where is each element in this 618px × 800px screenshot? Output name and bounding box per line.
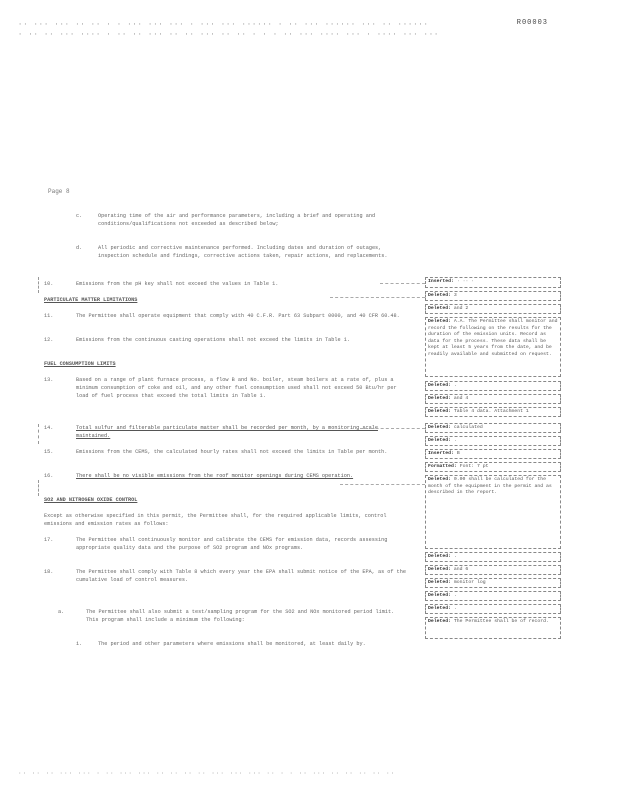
comment-label: Deleted:: [428, 580, 452, 585]
comment-text: A.A. The Permittee shall monitor and record the following on the results for the duration of the emission units. Record as data for the process. These data shall be kept at least 5 years from the date, and be readily available and submitted on request.: [428, 319, 558, 357]
comment-text: .: [453, 593, 457, 598]
item-text: The Permittee shall operate equipment that comply with 40 C.F.R. Part 63 Subpart 0000, and 40 CFR 60.48.: [76, 313, 400, 319]
comment-text: B: [456, 451, 460, 456]
item-number: 10.: [44, 281, 54, 287]
header-line-2: · ·· ·· ··· ···· · ·· ·· ··· ·· ·· ··· ·· ·· · · · ·· ··· ···· ··· · ···· ··· ···: [18, 31, 440, 39]
comment-label: Deleted:: [428, 396, 452, 401]
comment-label: Deleted:: [428, 606, 452, 611]
comment-text: .: [453, 383, 457, 388]
comment-text: .: [453, 606, 457, 611]
comment-label: Deleted:: [428, 477, 452, 482]
comment-label: Formatted:: [428, 464, 457, 469]
comment-balloon[interactable]: [425, 291, 561, 301]
comment-anchor-line: [330, 297, 425, 298]
comment-anchor-line: [360, 428, 425, 429]
change-bar: [38, 277, 39, 293]
item-text: The period and other parameters where emissions shall be monitored, at least daily by.: [98, 641, 366, 647]
comment-text: Table 4 data. Attachment 1: [453, 409, 529, 414]
page-footer: ·· ·· ·· ··· ··· · ·· ··· ··· ·· ·· ·· ·· ··· ··· ··· ·· · · ·· ··· ·· ·· ·· ·· ··: [18, 770, 396, 777]
comment-label: Deleted:: [428, 319, 452, 324]
comment-text: monitor log: [453, 580, 486, 585]
comment-label: Inserted:: [428, 451, 454, 456]
item-text: Emissions from the pH key shall not exceed the values in Table 1.: [76, 281, 279, 287]
page-number: Page 8: [48, 188, 70, 195]
comment-label: Deleted:: [428, 409, 452, 414]
comment-balloon[interactable]: [425, 552, 561, 562]
comment-balloon[interactable]: [425, 604, 561, 614]
item-number: 12.: [44, 337, 54, 343]
item-number: 14.: [44, 425, 54, 431]
comment-label: Deleted:: [428, 425, 452, 430]
item-text: Emissions from the continuous casting operations shall not exceed the limits in Table 1.: [76, 337, 350, 343]
item-number: c.: [76, 213, 83, 219]
comment-label: Inserted:: [428, 279, 454, 284]
item-text: The Permittee shall comply with Table 8 which every year the EPA shall submit notice of the EPA, as of the cumulative load of control measures.: [76, 569, 406, 583]
comment-balloon[interactable]: [425, 578, 561, 588]
intro-paragraph: Except as otherwise specified in this permit, the Permittee shall, for the required applicable limits, control emissions and emission rates as follows:: [44, 513, 387, 527]
comment-balloon[interactable]: [425, 277, 561, 288]
comment-text: and 2: [453, 306, 469, 311]
document-id: R00003: [516, 19, 548, 27]
item-number: d.: [76, 245, 83, 251]
item-text: The Permittee shall continuously monitor and calibrate the CEMS for emission data, records assessing appropriate quality data and the purpose of SO2 program and NOx programs.: [76, 537, 388, 551]
comment-label: Deleted:: [428, 438, 452, 443]
section-heading: FUEL CONSUMPTION LIMITS: [44, 361, 116, 367]
page-header: [18, 20, 598, 40]
comment-balloon[interactable]: [425, 565, 561, 575]
section-heading: PARTICULATE MATTER LIMITATIONS: [44, 297, 138, 303]
item-number: 17.: [44, 537, 54, 543]
item-text: All periodic and corrective maintenance performed. Including dates and duration of outages, inspection schedule and findings, corrective actions taken, repair actions, and replacements.: [98, 245, 388, 259]
comment-text: The Permittee shall be of record.: [453, 619, 549, 624]
comment-label: Deleted:: [428, 593, 452, 598]
comment-balloon[interactable]: [425, 475, 561, 549]
item-number: 11.: [44, 313, 54, 319]
item-number: 15.: [44, 449, 54, 455]
comment-label: Deleted:: [428, 306, 452, 311]
item-text: The Permittee shall also submit a test/sampling program for the SO2 and NOx monitored period limit. This program shall include a minimum the following:: [86, 609, 395, 623]
comment-text: and 4: [453, 396, 469, 401]
change-bar: [38, 424, 39, 444]
comment-balloon[interactable]: [425, 591, 561, 601]
item-number: 18.: [44, 569, 54, 575]
comment-label: Deleted:: [428, 619, 452, 624]
item-number: 16.: [44, 473, 54, 479]
comment-text: Font: 7 pt: [459, 464, 489, 469]
comment-label: Deleted:: [428, 383, 452, 388]
comment-text: calculated: [453, 425, 483, 430]
item-text: Emissions from the CEMS, the calculated hourly rates shall not exceed the limits in Table per month.: [76, 449, 388, 455]
header-line-1: ·· ··· ··· ·· ·· · · ··· ··· ··· · ··· ··· ······ · ·· ··· ······ ··· ·· ······: [18, 21, 429, 29]
comment-text: · ·· ·: [456, 279, 475, 284]
item-text: Total sulfur and filterable particulate matter shall be recorded per month, by a monitoring scale maintained.: [76, 425, 378, 439]
comment-balloon[interactable]: [425, 449, 561, 459]
comment-label: Deleted:: [428, 567, 452, 572]
item-number: a.: [58, 609, 65, 615]
comment-balloon[interactable]: [425, 423, 561, 433]
item-number: 13.: [44, 377, 54, 383]
item-text: Operating time of the air and performance parameters, including a brief and operating and conditions/qualifications not exceeded as described below;: [98, 213, 376, 227]
comment-balloon[interactable]: [425, 407, 561, 417]
comment-label: Deleted:: [428, 554, 452, 559]
item-text: Based on a range of plant furnace process, a flow B and No. boiler, steam boilers at a rate of, plus a minimum consumption of coke and oil, and any other fuel consumption used shall not exceed 50 Btu/hr per load of fuel process that exceed the total limits in Table 1.: [76, 377, 397, 399]
item-text: There shall be no visible emissions from the roof monitor openings during CEMS operation.: [76, 473, 354, 479]
comment-text: .: [453, 438, 457, 443]
comment-label: Deleted:: [428, 293, 452, 298]
comment-balloon[interactable]: [425, 317, 561, 377]
comment-balloon[interactable]: [425, 436, 561, 446]
comment-text: 0.00 shall be calculated for the month of the equipment in the permit and as described in the report.: [428, 477, 552, 495]
section-heading: SO2 AND NITROGEN OXIDE CONTROL: [44, 497, 138, 503]
comment-balloon[interactable]: [425, 304, 561, 314]
comment-balloon[interactable]: [425, 462, 561, 472]
change-bar: [38, 480, 39, 496]
comment-balloon[interactable]: [425, 617, 561, 639]
comment-balloon[interactable]: [425, 394, 561, 404]
comment-text: and 6: [453, 567, 469, 572]
comment-anchor-line: [340, 484, 425, 485]
comment-text: .: [453, 554, 457, 559]
item-number: i.: [76, 641, 83, 647]
comment-anchor-line: [380, 283, 425, 284]
comment-text: 3: [453, 293, 457, 298]
comment-balloon[interactable]: [425, 381, 561, 391]
